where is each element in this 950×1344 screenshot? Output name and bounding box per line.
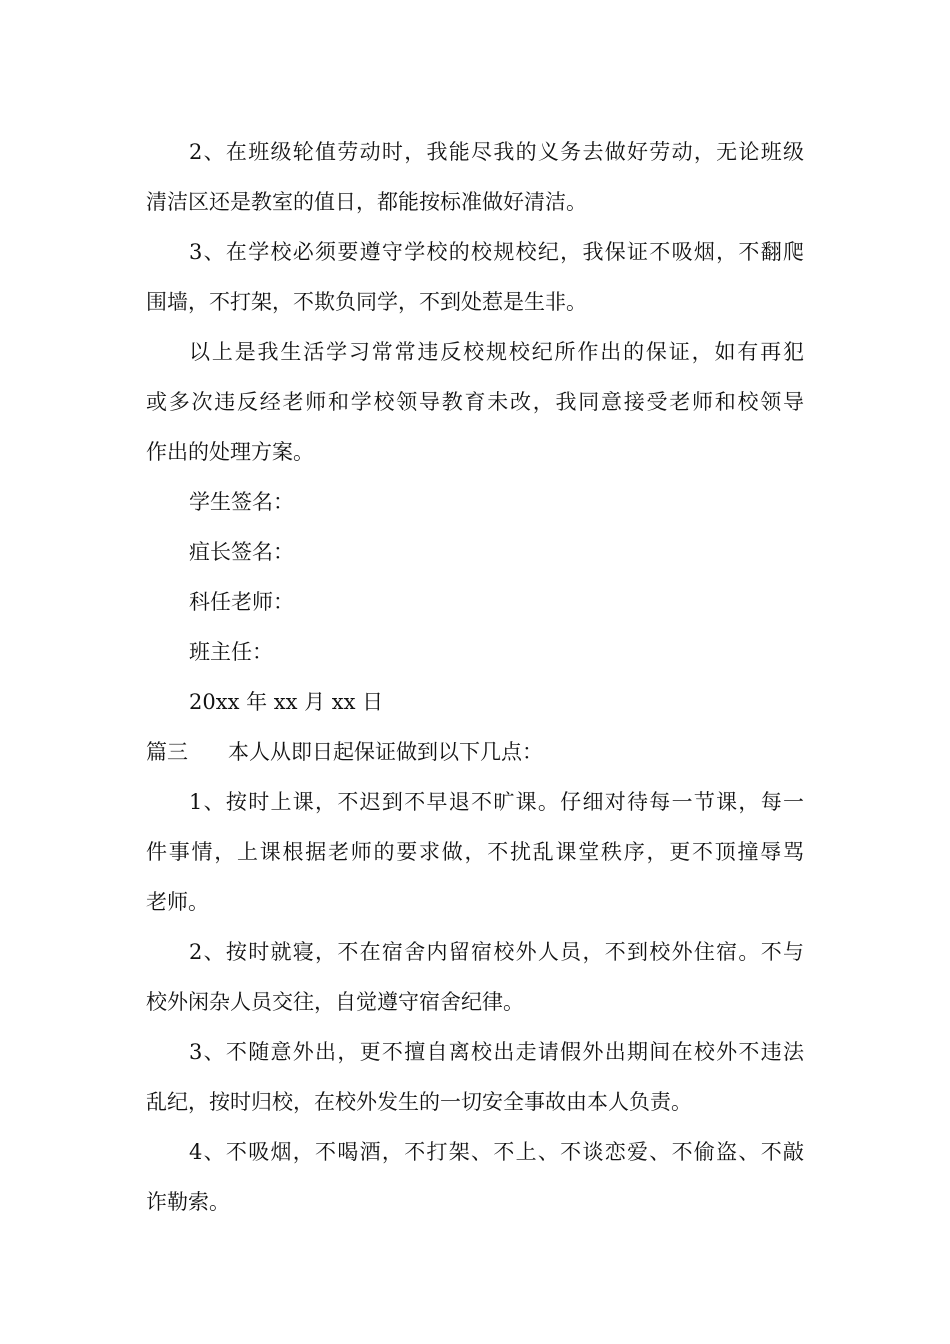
paragraph-line: 作出的处理方案。 — [146, 440, 314, 464]
paragraph-line: 3、不随意外出，更不擅自离校出走请假外出期间在校外不违法 — [189, 1040, 804, 1064]
paragraph-line: 4、不吸烟，不喝酒，不打架、不上、不谈恋爱、不偷盗、不敲 — [189, 1140, 804, 1164]
paragraph-line: 清洁区还是教室的值日，都能按标准做好清洁。 — [146, 190, 587, 214]
paragraph-line: 校外闲杂人员交往，自觉遵守宿舍纪律。 — [146, 990, 524, 1014]
teacher-signature-label: 科任老师： — [189, 590, 294, 614]
paragraph-line: 乱纪，按时归校，在校外发生的一切安全事故由本人负责。 — [146, 1090, 692, 1114]
paragraph-line: 诈勒索。 — [146, 1190, 230, 1214]
paragraph-line: 2、按时就寝，不在宿舍内留宿校外人员，不到校外住宿。不与 — [189, 940, 804, 964]
paragraph-line: 1、按时上课，不迟到不早退不旷课。仔细对待每一节课，每一 — [189, 790, 804, 814]
paragraph-line: 件事情，上课根据老师的要求做，不扰乱课堂秩序，更不顶撞辱骂 — [146, 840, 804, 864]
section-heading: 篇三 — [146, 740, 188, 764]
paragraph-line: 2、在班级轮值劳动时，我能尽我的义务去做好劳动，无论班级 — [189, 140, 804, 164]
paragraph-line: 3、在学校必须要遵守学校的校规校纪，我保证不吸烟，不翻爬 — [189, 240, 804, 264]
paragraph-line: 老师。 — [146, 890, 209, 914]
leader-signature-label: 疽长签名： — [189, 540, 294, 564]
student-signature-label: 学生签名： — [189, 490, 294, 514]
paragraph-line: 围墙，不打架，不欺负同学，不到处惹是生非。 — [146, 290, 587, 314]
section-heading-line — [146, 738, 543, 766]
date-line: 20xx 年 xx 月 xx 日 — [189, 690, 384, 714]
paragraph-line: 或多次违反经老师和学校领导教育未改，我同意接受老师和校领导 — [146, 390, 804, 414]
head-teacher-label: 班主任： — [189, 640, 273, 664]
paragraph-line: 以上是我生活学习常常违反校规校纪所作出的保证，如有再犯 — [189, 340, 804, 364]
section-intro: 本人从即日起保证做到以下几点： — [228, 740, 543, 764]
